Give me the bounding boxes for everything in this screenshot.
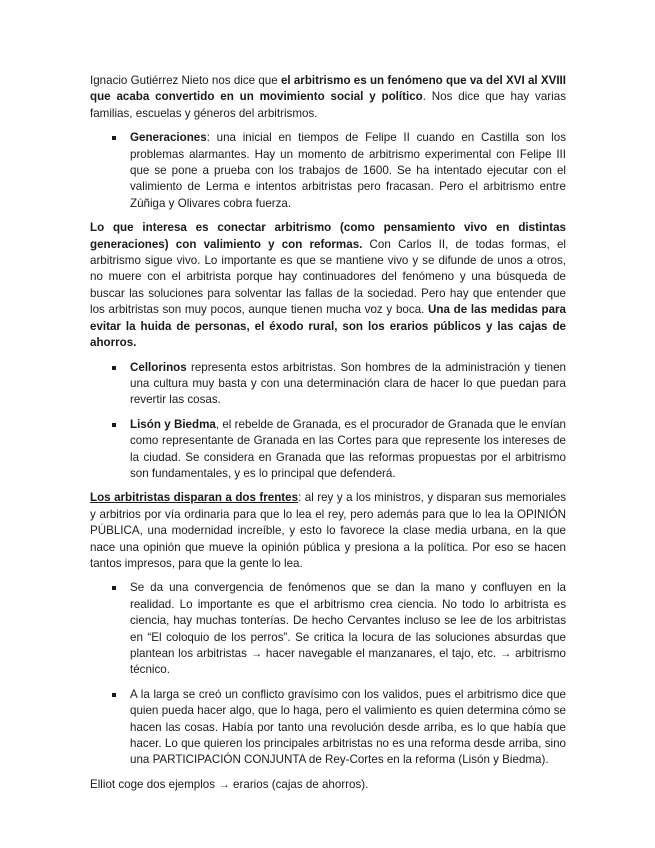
list-item-generaciones — [90, 130, 566, 212]
square-bullet-icon — [112, 366, 116, 370]
list-convergencia — [90, 580, 566, 768]
intro-text-a: Ignacio Gutiérrez Nieto nos dice que — [90, 74, 281, 87]
text-convergencia: Se da una convergencia de fenómenos que se dan la mano y confluyen en la realidad. Lo importante es que el arbitrismo crea ciencia. No todo lo arbitrista es ciencia, hay muchas tonterías. De hecho Cervantes incluso se lee de los arbitristas en “El coloquio de los perros”. Se critica la locura de las soluciones absurdas que plantean los arbitristas → hacer navegable el manzanares, el tajo, etc. → arbitrismo técnico. — [130, 581, 566, 677]
conectar-text: Con Carlos II, de todas formas, el arbitrismo sigue vivo. Lo importante es que se mantiene vivo y se difunde de unos a otros, no muere con el arbitrista porque hay continuadores del fenómeno y una búsqueda de buscar las soluciones para solventar las fallas de la sociedad. Pero hay que entender que los arbitristas son muy pocos, aunque tienen mucha voz y boca. — [90, 237, 566, 317]
paragraph-conectar — [90, 220, 566, 351]
medidas-bold: Una de las medidas para evitar la huida de personas, el éxodo rural, son los erarios públicos y las cajas de ahorros. — [90, 303, 566, 350]
frentes-heading: Los arbitristas disparan a dos frentes — [90, 491, 299, 505]
paragraph-intro — [90, 73, 566, 122]
intro-text-c: . Nos dice que hay varias familias, escuelas y géneros del arbitrismos. — [90, 90, 566, 120]
term-lison: Lisón y Biedma — [130, 417, 216, 431]
document-page — [90, 73, 566, 801]
list-item-conflicto — [90, 687, 566, 769]
square-bullet-icon — [112, 586, 116, 590]
conectar-bold: Lo que interesa es conectar arbitrismo (como pensamiento vivo en distintas generaciones) con valimiento y con reformas. — [90, 221, 566, 251]
list-item-convergencia — [90, 580, 566, 678]
text-generaciones: : una inicial en tiempos de Felipe II cuando en Castilla son los problemas alarmantes. Hay un momento de arbitrismo experimental con Felipe III que se pone a prueba con los trabajos de 1600. Se ha intentado ejecutar con el valimiento de Lerma e intentos arbitristas pero fracasan. Pero el arbitrismo entre Zúñiga y Olivares cobra fuerza. — [130, 131, 566, 210]
list-item-lison — [90, 417, 566, 483]
square-bullet-icon — [112, 423, 116, 427]
frentes-text: : al rey y a los ministros, y disparan sus memoriales y arbitrios por vía ordinaria para que lo lea el rey, pero además para que lo lea la OPINIÓN PÚBLICA, una modernidad increíble, y esto lo favorece la clase media urbana, en la que nace una opinión que mueve la opinión pública y presiona a la política. Por eso se hacen tantos impresos, para que la gente lo lea. — [90, 491, 566, 570]
list-arbitristas — [90, 360, 566, 483]
intro-bold: el arbitrismo es un fenómeno que va del XVI al XVIII que acaba convertido en un movimiento social y político — [90, 74, 566, 104]
text-cellorinos: representa estos arbitristas. Son hombres de la administración y tienen una cultura muy basta y con una determinación clara de hacer lo que puedan para revertir las cosas. — [130, 360, 566, 407]
paragraph-elliot: Elliot coge dos ejemplos → erarios (cajas de ahorros). — [90, 777, 369, 791]
term-generaciones: Generaciones — [130, 131, 207, 145]
list-item-cellorinos — [90, 360, 566, 409]
paragraph-frentes — [90, 490, 566, 572]
list-generaciones — [90, 130, 566, 212]
term-cellorinos: Cellorinos — [130, 360, 187, 374]
text-lison: , el rebelde de Granada, es el procurador de Granada que le envían como representante de Granada en las Cortes para que represente los intereses de la ciudad. Se considera en Granada que las reformas propuestas por el arbitrismo son fundamentales, y es lo principal que defenderá. — [130, 417, 566, 480]
square-bullet-icon — [112, 693, 116, 697]
square-bullet-icon — [112, 136, 116, 140]
text-conflicto: A la larga se creó un conflicto gravísimo con los validos, pues el arbitrismo dice que quien pueda hacer algo, que lo haga, pero el valimiento es quien determina cómo se hacen las cosas. Había por tanto una revolución desde arriba, es lo que había que hacer. Lo que quieren los principales arbitristas no es una reforma desde arriba, sino una PARTICIPACIÓN CONJUNTA de Rey-Cortes en la reforma (Lisón y Biedma). — [130, 687, 566, 767]
